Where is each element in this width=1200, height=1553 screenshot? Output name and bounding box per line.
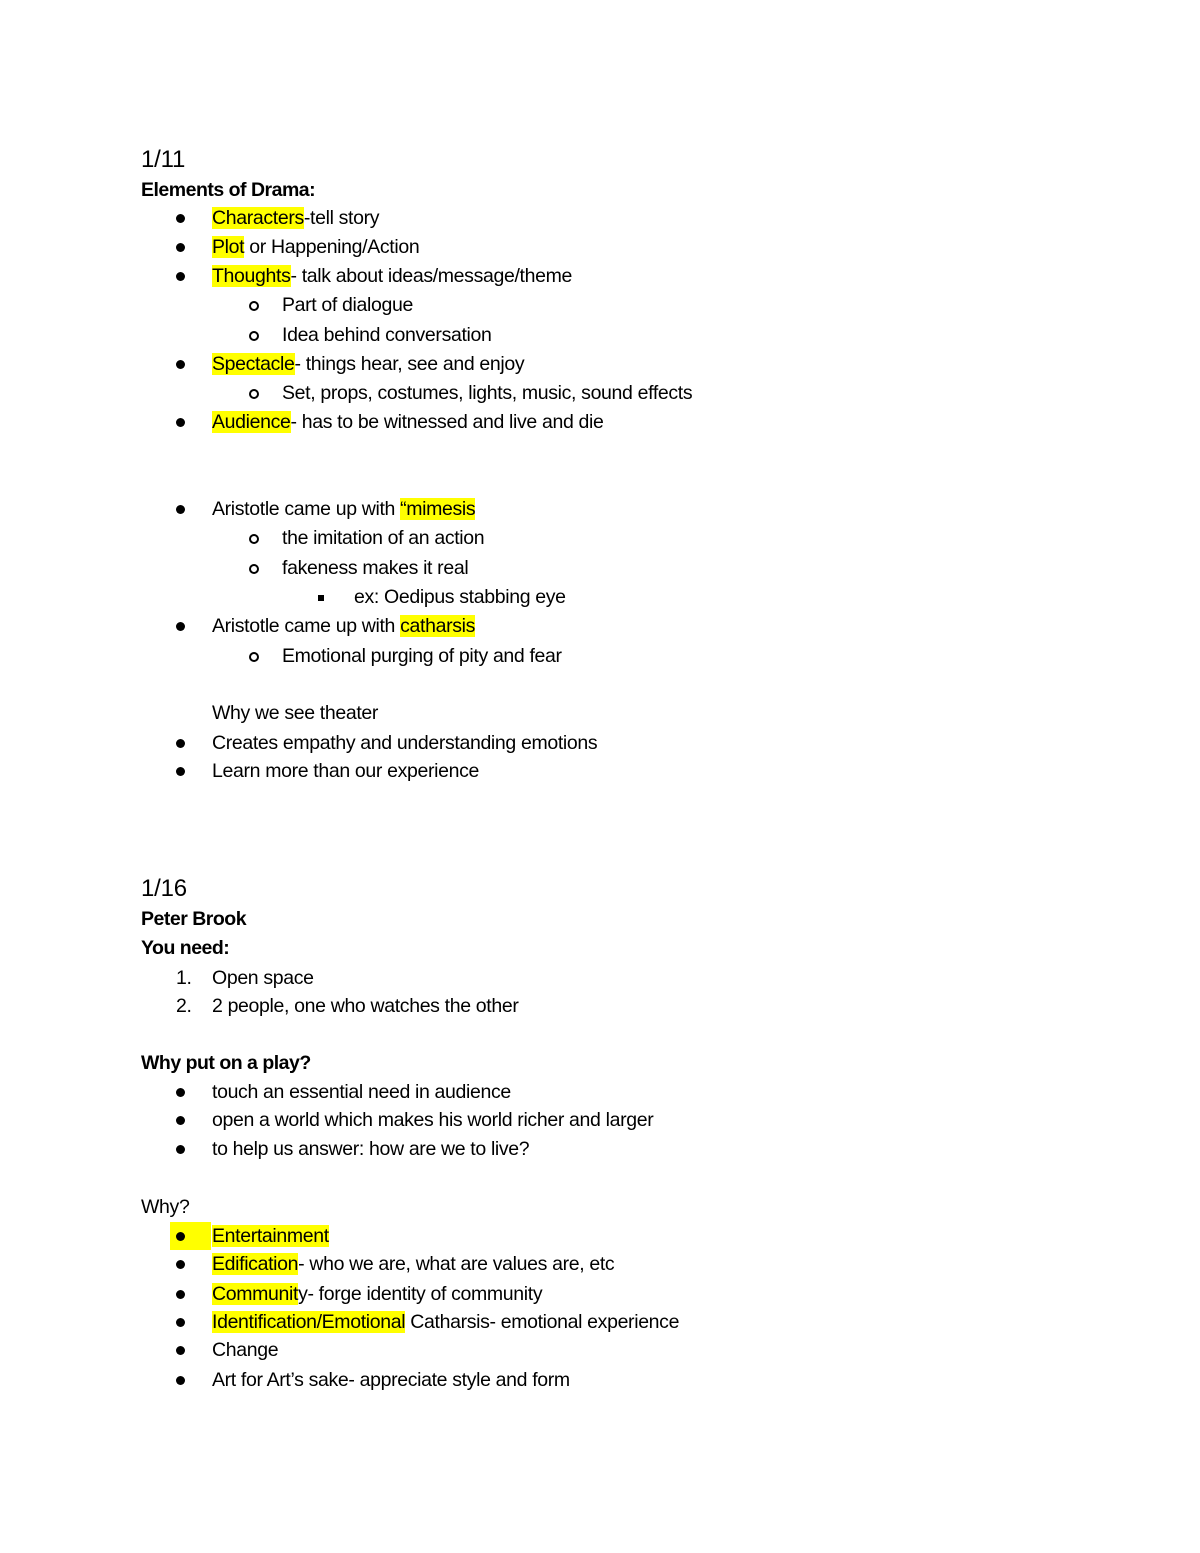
line-text [141,1049,311,1077]
line-text [141,875,187,903]
text-segment: the imitation of an action [282,527,485,549]
bullet-icon [176,757,185,785]
line-text [282,321,492,349]
text-segment: Peter Brook [141,908,247,930]
text-segment: Catharsis- emotional experience [405,1311,680,1333]
line-text [212,1106,653,1134]
list-number: 2. [176,995,192,1017]
highlighted-text: Spectacle [212,353,295,375]
line-text [141,934,229,962]
line-text [212,495,475,523]
line-text [282,379,692,407]
text-segment: -tell story [303,207,380,229]
line-text [212,729,597,757]
text-segment: Part of dialogue [282,294,413,316]
text-segment: 1/11 [141,146,186,173]
bullet-icon [176,350,185,378]
circle-bullet-icon [249,554,259,582]
line-text [141,146,185,174]
bullet-icon [176,204,185,232]
line-text [141,1193,189,1221]
highlighted-text: Communit [212,1283,299,1305]
highlighted-text: Audience [212,411,291,433]
highlighted-text: Characters [212,207,304,229]
bullet-icon [170,1222,211,1250]
line-text [212,350,524,378]
highlighted-text: Plot [212,236,245,258]
text-segment: You need: [141,937,230,959]
text-segment: Change [212,1339,279,1361]
line-text [212,262,572,290]
line-text [212,1336,278,1364]
line-text [212,964,314,992]
line-text [212,1078,511,1106]
circle-bullet-icon [249,291,259,319]
text-segment: - has to be witnessed and live and die [290,411,604,433]
highlighted-text: Identification/Emotional [212,1311,406,1333]
text-segment: fakeness makes it real [282,557,469,579]
circle-bullet-icon [249,321,259,349]
highlighted-text: Entertainment [212,1225,329,1247]
highlighted-text: catharsis [400,615,476,637]
highlighted-text: Edification [212,1253,299,1275]
line-text [212,1222,329,1250]
text-segment: - things hear, see and enjoy [294,353,525,375]
text-segment: Why we see theater [212,702,379,724]
bullet-icon [176,408,185,436]
circle-bullet-icon [249,642,259,670]
line-text [212,699,378,727]
bullet-icon [176,1078,185,1106]
bullet-icon [176,1336,185,1364]
text-segment: Why put on a play? [141,1052,311,1074]
text-segment: open a world which makes his world richer and larger [212,1109,654,1131]
line-text [282,642,562,670]
line-text [212,204,379,232]
text-segment: or Happening/Action [244,236,420,258]
text-segment: Elements of Drama: [141,179,316,201]
bullet-icon [176,233,185,261]
text-segment: - who we are, what are values are, etc [298,1253,615,1275]
bullet-icon [176,1308,185,1336]
text-segment: Aristotle came up with [212,615,401,637]
bullet-icon [176,729,185,757]
bullet-icon [176,1280,185,1308]
text-segment: 1/16 [141,875,187,902]
bullet-icon [176,262,185,290]
text-segment: Open space [212,967,314,989]
text-segment: Aristotle came up with [212,498,401,520]
line-text [282,291,413,319]
line-text [141,176,315,204]
text-segment: touch an essential need in audience [212,1081,511,1103]
line-text [141,905,246,933]
list-number: 1. [176,967,192,989]
text-segment: - talk about ideas/message/theme [290,265,572,287]
text-segment: Creates empathy and understanding emotions [212,732,598,754]
bullet-icon [176,1250,185,1278]
line-text [212,1250,614,1278]
line-text [282,524,484,552]
text-segment: y- forge identity of community [298,1283,543,1305]
highlighted-text: Thoughts [212,265,291,287]
line-text [212,1308,679,1336]
bullet-icon [176,495,185,523]
text-segment: Learn more than our experience [212,760,480,782]
circle-bullet-icon [249,379,259,407]
circle-bullet-icon [249,524,259,552]
line-text [212,408,604,436]
line-text [354,583,566,611]
line-text [212,1280,542,1308]
bullet-icon [176,1135,185,1163]
line-text [212,992,518,1020]
text-segment: Art for Art’s sake- appreciate style and form [212,1369,570,1391]
bullet-icon [176,1366,185,1394]
text-segment: ex: Oedipus stabbing eye [354,586,566,608]
text-segment: Idea behind conversation [282,324,492,346]
bullet-icon [176,612,185,640]
line-text [212,1135,529,1163]
text-segment: 2 people, one who watches the other [212,995,519,1017]
text-segment: Why? [141,1196,190,1218]
line-text [212,757,479,785]
text-segment: Set, props, costumes, lights, music, sound effects [282,382,693,404]
line-text [212,612,475,640]
square-bullet-icon [318,583,324,611]
bullet-icon [176,1106,185,1134]
line-text [282,554,468,582]
text-segment: to help us answer: how are we to live? [212,1138,530,1160]
text-segment: Emotional purging of pity and fear [282,645,562,667]
line-text [212,233,419,261]
line-text [212,1366,570,1394]
highlighted-text: “mimesis [400,498,476,520]
